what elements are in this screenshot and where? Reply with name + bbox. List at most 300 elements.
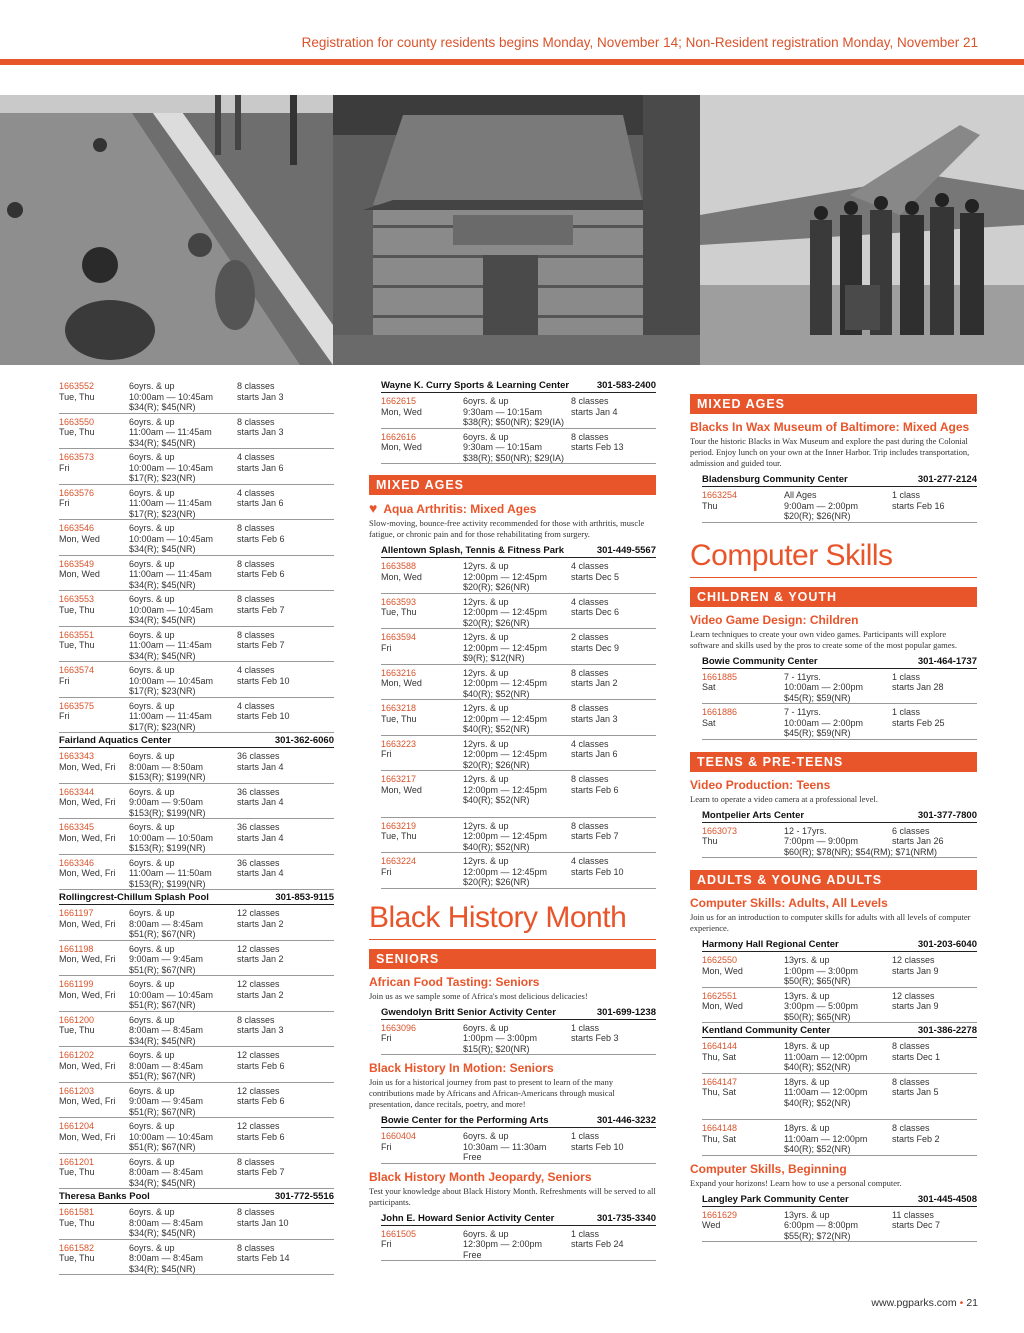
course-start: starts Jan 2 [237, 989, 284, 1000]
course-time: 8:00am — 8:45am [129, 1253, 204, 1263]
course-time: 11:00am — 12:00pm [784, 1051, 868, 1062]
course-classes: 12 classes [892, 990, 935, 1001]
course-code: 1661885 [702, 671, 738, 682]
class-row [59, 1012, 334, 1048]
section-bar-children-youth: CHILDREN & YOUTH [690, 587, 977, 607]
course-start: starts Jan 4 [237, 868, 284, 878]
course-description: Join us for a historical journey from past to present to learn of the many contributions made by Africans and African-Americans through musical presentation, dance recitals, poetry, and more! [369, 1077, 615, 1109]
course-classes: 1 class [892, 490, 921, 500]
course-code: 1661197 [59, 908, 94, 918]
class-row [59, 1154, 334, 1190]
course-days: Mon, Wed [59, 569, 100, 579]
course-fee: $34(R); $45(NR) [129, 1035, 196, 1046]
course-code: 1663345 [59, 822, 95, 832]
course-code: 1661199 [59, 979, 94, 989]
course-days: Fri [59, 462, 70, 473]
course-age: 6oyrs. & up [129, 629, 175, 640]
course-age: 12yrs. & up [463, 667, 509, 678]
course-days: Tue, Thu [59, 1253, 95, 1263]
facility-name: Bowie Community Center [702, 655, 818, 667]
course-fee: $153(R); $199(NR) [129, 843, 206, 853]
course-classes: 8 classes [571, 667, 609, 678]
course-time: 10:00am — 10:45am [129, 989, 214, 1000]
course-description: Tour the historic Blacks in Wax Museum and explore the past during the Colonial period. Enjoy lunch on your own at the Inner Harbor. Trip includes transportation, admission and guided tour. [690, 436, 970, 468]
page-number: 21 [966, 1297, 978, 1309]
class-row [59, 378, 334, 414]
course-classes: 8 classes [237, 1156, 275, 1167]
facility-phone: 301-362-6060 [274, 735, 334, 746]
course-fee: $51(R); $67(NR) [129, 929, 196, 939]
course-code: 1663553 [59, 594, 95, 604]
course-days: Fri [381, 1141, 392, 1152]
course-time: 12:00pm — 12:45pm [463, 831, 548, 841]
course-time: 9:30am — 10:15am [463, 406, 543, 417]
course-days: Sat [702, 682, 716, 692]
course-start: starts Jan 5 [892, 1087, 939, 1097]
course-age: 6oyrs. & up [129, 908, 175, 918]
course-code: 1661886 [702, 707, 738, 717]
course-classes: 8 classes [237, 558, 275, 569]
course-age: 18yrs. & up [784, 1076, 830, 1087]
course-days: Tue, Thu [381, 713, 417, 724]
course-start: starts Feb 2 [892, 1133, 940, 1144]
course-classes: 1 class [892, 707, 921, 717]
course-code: 1662550 [702, 955, 738, 965]
column-3 [690, 378, 977, 1242]
section-bar-adults: ADULTS & YOUNG ADULTS [690, 870, 977, 890]
course-fee: $51(R); $67(NR) [129, 1000, 196, 1010]
course-start: starts Feb 7 [571, 831, 619, 841]
course-days: Mon, Wed, Fri [59, 918, 116, 929]
course-fee: $153(R); $199(NR) [129, 878, 206, 889]
course-time: 9:00am — 9:50am [129, 797, 204, 807]
course-fee: $40(R); $52(NR) [463, 841, 530, 852]
course-days: Fri [381, 866, 392, 877]
section-bar-seniors: SENIORS [369, 949, 656, 969]
course-title: Black History Month Jeopardy, Seniors [369, 1169, 592, 1184]
course-title: Video Game Design: Children [690, 612, 859, 627]
course-time: 1:00pm — 3:00pm [784, 965, 859, 976]
course-fee: $17(R); $23(NR) [129, 508, 196, 519]
course-code: 1663594 [381, 632, 417, 642]
course-code: 1663550 [59, 416, 95, 427]
course-days: Thu [702, 500, 718, 511]
facility-phone: 301-735-3340 [596, 1212, 656, 1224]
course-code: 1663219 [381, 820, 417, 831]
course-classes: 12 classes [237, 1050, 280, 1060]
course-classes: 2 classes [571, 632, 609, 642]
course-days: Mon, Wed [381, 442, 422, 452]
course-age: 12yrs. & up [463, 703, 509, 713]
class-row [381, 1226, 656, 1262]
course-classes: 8 classes [571, 774, 609, 784]
course-age: 12yrs. & up [463, 774, 509, 784]
course-start: starts Feb 10 [237, 711, 290, 721]
course-start: starts Feb 7 [237, 640, 285, 650]
facility-name: Harmony Hall Regional Center [702, 939, 839, 950]
course-fee: $45(R); $59(NR) [784, 728, 851, 738]
facility-header [702, 937, 977, 952]
class-row [59, 1083, 334, 1119]
swimming-pool-photo [0, 95, 333, 365]
course-time: 9:00am — 9:45am [129, 1096, 204, 1106]
class-row [59, 556, 334, 592]
facility-phone: 301-853-9115 [275, 892, 334, 903]
class-row [381, 700, 656, 736]
course-title-text: Aqua Arthritis: Mixed Ages [383, 502, 537, 516]
class-row [381, 665, 656, 701]
course-start: starts Jan 2 [237, 918, 284, 929]
course-fee: $17(R); $23(NR) [129, 473, 196, 483]
course-start: starts Jan 6 [237, 462, 284, 473]
course-fee: Free [463, 1249, 482, 1260]
class-row [59, 414, 334, 450]
photo-strip [0, 95, 1024, 365]
class-row [59, 591, 334, 627]
course-title: Black History In Motion: Seniors [369, 1061, 554, 1075]
course-code: 1663552 [59, 381, 95, 391]
class-row [59, 748, 334, 784]
course-age: 6oyrs. & up [129, 1207, 175, 1217]
class-row [702, 1074, 977, 1121]
course-classes: 12 classes [237, 979, 280, 989]
facility-phone: 301-449-5567 [596, 545, 656, 556]
class-row [381, 629, 656, 665]
course-fee: $40(R); $52(NR) [463, 795, 530, 805]
course-age: 6oyrs. & up [463, 1228, 509, 1239]
course-time: 12:00pm — 12:45pm [463, 713, 548, 724]
course-start: starts Jan 4 [237, 832, 284, 843]
course-time: 11:00am — 12:00pm [784, 1087, 868, 1097]
course-start: starts Jan 28 [892, 682, 944, 692]
course-classes: 36 classes [237, 822, 280, 832]
course-fee: $34(R); $45(NR) [129, 1263, 196, 1274]
course-classes: 8 classes [571, 431, 609, 442]
class-row [59, 1204, 334, 1240]
website-link[interactable]: www.pgparks.com [871, 1297, 957, 1309]
course-classes: 11 classes [892, 1209, 934, 1220]
course-fee: $51(R); $67(NR) [129, 1106, 196, 1117]
course-days: Mon, Wed [381, 406, 422, 417]
course-classes: 36 classes [237, 751, 280, 761]
page-footer [871, 1297, 978, 1309]
course-code: 1663588 [381, 561, 417, 571]
course-age: 7 - 11yrs. [784, 671, 821, 682]
class-row [702, 704, 977, 740]
course-title: African Food Tasting: Seniors [369, 974, 540, 989]
course-time: 8:00am — 8:45am [129, 1167, 204, 1177]
facility-phone: 301-446-3232 [596, 1115, 656, 1126]
course-fee: $9(R); $12(NR) [463, 653, 525, 663]
course-time: 6:00pm — 8:00pm [784, 1220, 859, 1230]
class-row [59, 1047, 334, 1083]
facility-phone: 301-445-4508 [917, 1193, 977, 1205]
course-code: 1664148 [702, 1123, 738, 1133]
course-days: Fri [59, 498, 70, 508]
facility-name: Allentown Splash, Tennis & Fitness Park [381, 545, 565, 556]
course-age: 6oyrs. & up [129, 523, 175, 533]
course-code: 1661204 [59, 1121, 95, 1131]
course-days: Tue, Thu [59, 1167, 95, 1177]
course-start: starts Feb 14 [237, 1253, 290, 1263]
course-age: 12yrs. & up [463, 738, 509, 749]
course-time: 10:00am — 10:45am [129, 675, 214, 686]
class-row [59, 662, 334, 698]
course-start: starts Feb 10 [571, 866, 624, 877]
facility-name: Montpelier Arts Center [702, 809, 805, 821]
course-time: 11:00am — 11:45am [129, 569, 212, 579]
course-title: Blacks In Wax Museum of Baltimore: Mixed Ages [690, 420, 970, 434]
facility-header [381, 1005, 656, 1020]
course-title: Computer Skills: Adults, All Levels [690, 896, 888, 910]
course-time: 9:00am — 9:45am [129, 954, 204, 964]
course-time: 10:00am — 2:00pm [784, 717, 864, 728]
course-code: 1660404 [381, 1131, 417, 1141]
course-classes: 4 classes [571, 596, 609, 607]
course-code: 1661202 [59, 1050, 95, 1060]
course-time: 10:00am — 2:00pm [784, 682, 864, 692]
course-age: 6oyrs. & up [129, 1014, 175, 1025]
course-age: 18yrs. & up [784, 1123, 830, 1133]
course-age: 6oyrs. & up [129, 1085, 175, 1096]
class-row [59, 449, 334, 485]
course-code: 1663224 [381, 856, 417, 866]
course-fee: $38(R); $50(NR); $29(IA) [463, 417, 565, 427]
course-start: starts Jan 2 [571, 678, 618, 688]
class-row [702, 952, 977, 988]
course-start: starts Feb 6 [571, 784, 619, 795]
course-title [369, 501, 656, 516]
course-age: 12 - 17yrs. [784, 825, 827, 836]
course-age: 12yrs. & up [463, 632, 509, 642]
class-row [381, 771, 656, 818]
course-fee: $40(R); $52(NR) [463, 688, 530, 699]
course-age: 6oyrs. & up [463, 396, 509, 406]
facility-name: Theresa Banks Pool [59, 1191, 150, 1202]
course-days: Mon, Wed [381, 784, 422, 795]
course-classes: 4 classes [571, 561, 609, 571]
course-code: 1661505 [381, 1228, 417, 1239]
course-classes: 12 classes [892, 955, 935, 965]
class-row [59, 819, 334, 855]
class-row [702, 669, 977, 705]
course-code: 1663346 [59, 857, 95, 868]
facility-header [702, 808, 977, 823]
course-time: 12:00pm — 12:45pm [463, 749, 548, 759]
course-time: 10:00am — 10:45am [129, 462, 214, 473]
course-days: Mon, Wed [59, 533, 100, 544]
class-row [59, 1118, 334, 1154]
course-description: Slow-moving, bounce-free activity recommended for those with arthritis, muscle fatigue, or chronic pain and for those rehabilitating from surgery. [369, 518, 645, 539]
course-fee: $17(R); $23(NR) [129, 721, 196, 732]
course-age: 6oyrs. & up [129, 979, 175, 989]
course-code: 1663216 [381, 667, 417, 678]
course-age: All Ages [784, 490, 817, 500]
course-classes: 4 classes [237, 700, 275, 711]
facility-name: Kentland Community Center [702, 1025, 831, 1036]
course-description: Join us for an introduction to computer skills for adults with all levels of computer experience. [690, 912, 971, 933]
course-age: 18yrs. & up [784, 1041, 830, 1051]
course-classes: 36 classes [237, 857, 280, 868]
course-days: Mon, Wed, Fri [59, 954, 116, 964]
course-start: starts Jan 6 [571, 749, 618, 759]
course-start: starts Jan 4 [571, 406, 618, 417]
course-time: 11:00am — 11:45am [129, 498, 212, 508]
course-fee: $20(R); $26(NR) [784, 511, 851, 521]
course-code: 1663546 [59, 523, 95, 533]
course-days: Mon, Wed, Fri [59, 1131, 116, 1142]
facility-header [59, 890, 334, 905]
course-time: 9:00am — 2:00pm [784, 500, 859, 511]
class-row [381, 736, 656, 772]
course-age: 6oyrs. & up [129, 943, 175, 954]
course-fee: $51(R); $67(NR) [129, 1142, 196, 1152]
course-code: 1663593 [381, 596, 417, 607]
course-code: 1663575 [59, 700, 95, 711]
course-days: Tue, Thu [381, 831, 417, 841]
course-days: Tue, Thu [59, 1025, 95, 1035]
course-days: Thu [702, 836, 718, 846]
course-time: 10:00am — 10:50am [129, 832, 214, 843]
course-classes: 8 classes [571, 820, 609, 831]
course-age: 6oyrs. & up [463, 431, 509, 442]
class-row [702, 1038, 977, 1074]
course-time: 12:00pm — 12:45pm [463, 866, 548, 877]
course-time: 10:00am — 10:45am [129, 533, 214, 544]
course-fee: $34(R); $45(NR) [129, 402, 196, 412]
course-classes: 4 classes [237, 487, 275, 498]
course-fee: $34(R); $45(NR) [129, 579, 196, 590]
course-age: 12yrs. & up [463, 820, 509, 831]
course-code: 1661582 [59, 1242, 95, 1253]
course-age: 6oyrs. & up [129, 1156, 175, 1167]
facility-name: Fairland Aquatics Center [59, 735, 172, 746]
course-time: 11:00am — 11:45am [129, 427, 212, 437]
course-start: starts Jan 4 [237, 761, 284, 772]
class-row [59, 855, 334, 891]
course-days: Mon, Wed [381, 571, 422, 582]
course-start: starts Dec 9 [571, 642, 620, 653]
facility-name: John E. Howard Senior Activity Center [381, 1212, 555, 1224]
section-bar-mixed-ages: MIXED AGES [369, 475, 656, 495]
course-days: Mon, Wed, Fri [59, 868, 116, 878]
course-age: 12yrs. & up [463, 596, 509, 607]
course-start: starts Feb 6 [237, 533, 285, 544]
course-time: 11:00am — 11:50am [129, 868, 212, 878]
course-age: 6oyrs. & up [129, 452, 175, 462]
course-classes: 12 classes [237, 1085, 280, 1096]
course-days: Fri [59, 711, 70, 721]
course-fee: $51(R); $67(NR) [129, 1071, 196, 1081]
course-fee: $20(R); $26(NR) [463, 759, 530, 770]
class-row [702, 988, 977, 1024]
course-age: 6oyrs. & up [129, 1242, 175, 1253]
course-fee: $45(R); $59(NR) [784, 692, 851, 703]
course-code: 1661201 [59, 1156, 95, 1167]
course-days: Fri [59, 675, 70, 686]
course-fee: $50(R); $65(NR) [784, 976, 851, 986]
course-start: starts Feb 3 [571, 1033, 619, 1043]
course-days: Mon, Wed, Fri [59, 1096, 116, 1106]
facility-name: Langley Park Community Center [702, 1193, 849, 1205]
course-code: 1663254 [702, 490, 738, 500]
course-code: 1661200 [59, 1014, 95, 1025]
course-classes: 8 classes [892, 1123, 930, 1133]
course-start: starts Feb 16 [892, 500, 945, 511]
course-description: Test your knowledge about Black History Month. Refreshments will be served to all participants. [369, 1185, 656, 1207]
course-time: 11:00am — 12:00pm [784, 1133, 868, 1144]
facility-phone: 301-203-6040 [917, 939, 977, 950]
facility-header [381, 1211, 656, 1226]
course-days: Tue, Thu [59, 1217, 95, 1228]
course-title: Computer Skills, Beginning [690, 1161, 847, 1176]
class-row [381, 1128, 656, 1164]
course-start: starts Feb 13 [571, 442, 624, 452]
facility-header [59, 1189, 334, 1204]
course-start: starts Jan 26 [892, 836, 944, 846]
course-start: starts Feb 6 [237, 569, 285, 579]
course-start: starts Jan 4 [237, 797, 284, 807]
facility-header [381, 378, 656, 393]
course-days: Mon, Wed [702, 965, 743, 976]
class-row [381, 558, 656, 594]
facility-name: Rollingcrest-Chillum Splash Pool [59, 892, 209, 903]
course-days: Mon, Wed [702, 1001, 743, 1011]
class-row [702, 1120, 977, 1156]
course-code: 1661198 [59, 943, 94, 954]
course-days: Mon, Wed, Fri [59, 1060, 116, 1071]
course-age: 7 - 11yrs. [784, 707, 821, 717]
course-classes: 12 classes [237, 1121, 280, 1131]
course-age: 6oyrs. & up [129, 665, 175, 675]
course-age: 6oyrs. & up [129, 381, 175, 391]
course-classes: 4 classes [571, 856, 609, 866]
course-fee: $34(R); $45(NR) [129, 650, 196, 661]
course-description: Learn to operate a video camera at a professional level. [690, 793, 878, 804]
course-fee: $153(R); $199(NR) [129, 807, 206, 818]
heart-icon: ♥ [369, 500, 378, 516]
class-row [381, 594, 656, 630]
course-age: 6oyrs. & up [129, 822, 175, 832]
course-fee: $17(R); $23(NR) [129, 686, 196, 696]
course-fee: $38(R); $50(NR); $29(IA) [463, 452, 565, 463]
course-classes: 8 classes [237, 523, 275, 533]
class-row [59, 698, 334, 734]
facility-header [702, 1192, 977, 1207]
course-classes: 12 classes [237, 943, 280, 954]
course-classes: 6 classes [892, 825, 930, 836]
facility-phone: 301-699-1238 [596, 1006, 656, 1018]
course-fee: $40(R); $52(NR) [784, 1062, 851, 1072]
course-fee: $15(R); $20(NR) [463, 1043, 530, 1054]
course-code: 1663549 [59, 558, 95, 569]
course-start: starts Dec 6 [571, 607, 620, 617]
facility-name: Wayne K. Curry Sports & Learning Center [381, 380, 570, 391]
course-classes: 4 classes [571, 738, 609, 749]
course-time: 1:00pm — 3:00pm [463, 1033, 538, 1043]
course-days: Mon, Wed, Fri [59, 797, 116, 807]
course-time: 8:00am — 8:45am [129, 1025, 204, 1035]
course-age: 6oyrs. & up [129, 751, 175, 761]
course-code: 1663073 [702, 825, 738, 836]
course-days: Fri [381, 1033, 392, 1043]
course-days: Thu, Sat [702, 1087, 737, 1097]
course-start: starts Dec 5 [571, 571, 620, 582]
course-time: 10:00am — 10:45am [129, 1131, 214, 1142]
course-time: 8:00am — 8:45am [129, 1060, 204, 1071]
course-code: 1663574 [59, 665, 95, 675]
section-title-black-history-month: Black History Month [369, 901, 656, 940]
